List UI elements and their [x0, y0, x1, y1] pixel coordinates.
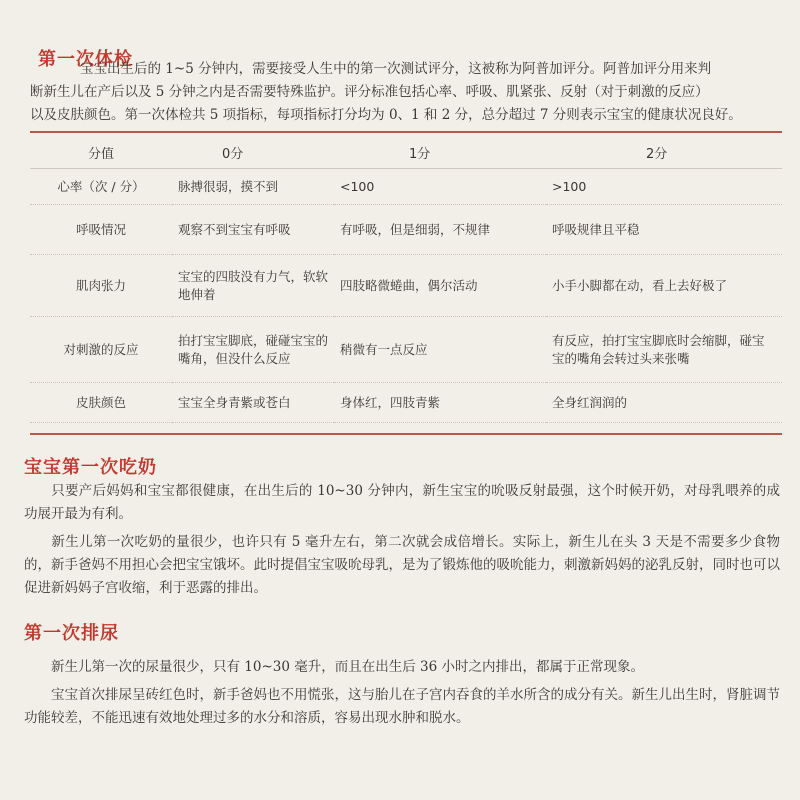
- row-label: 呼吸情况: [30, 205, 172, 255]
- cell-0: 脉搏很弱，摸不到: [172, 169, 334, 205]
- section-title-first-feeding: 宝宝第一次吃奶: [24, 457, 157, 478]
- cell-1: 四肢略微蜷曲，偶尔活动: [334, 255, 546, 317]
- urination-paragraph-1: [24, 656, 780, 679]
- cell-2: 呼吸规律且平稳: [546, 205, 782, 255]
- cell-1: <100: [334, 169, 546, 205]
- table-row: [30, 169, 782, 205]
- checkup-line-3: 以及皮肤颜色。第一次体检共 5 项指标，每项指标打分均为 0、1 和 2 分，总分超过 7 分则表示宝宝的健康状况良好。: [30, 107, 742, 123]
- table-row: [30, 205, 782, 255]
- header-score: 分值: [30, 135, 172, 169]
- header-0: 0分: [172, 135, 334, 169]
- urination-paragraph-2: [24, 684, 780, 730]
- cell-2: 有反应，拍打宝宝脚底时会缩脚，碰宝宝的嘴角会转过头来张嘴: [546, 317, 782, 383]
- feeding-paragraph-1: [24, 480, 780, 526]
- cell-0: 宝宝全身青紫或苍白: [172, 383, 334, 423]
- section-title-first-checkup: 第一次体检: [38, 49, 133, 70]
- row-label: 肌肉张力: [30, 255, 172, 317]
- cell-0: 宝宝的四肢没有力气，软软地伸着: [172, 255, 334, 317]
- table-header-row: [30, 135, 782, 169]
- cell-0: 观察不到宝宝有呼吸: [172, 205, 334, 255]
- row-label: 皮肤颜色: [30, 383, 172, 423]
- cell-2: 小手小脚都在动，看上去好极了: [546, 255, 782, 317]
- urination-text-1: 新生儿第一次的尿量很少，只有 10~30 毫升，而且在出生后 36 小时之内排出，都属于正常现象。: [51, 659, 645, 675]
- row-label: 心率（次 / 分）: [30, 169, 172, 205]
- cell-2: 全身红润润的: [546, 383, 782, 423]
- table-top-rule: [30, 131, 782, 133]
- table-row: [30, 317, 782, 383]
- checkup-line-1: 宝宝出生后的 1~5 分钟内，需要接受人生中的第一次测试评分，这被称为阿普加评分。阿普加评分用来判: [80, 61, 712, 77]
- urination-text-2: 宝宝首次排尿呈砖红色时，新手爸妈也不用慌张，这与胎儿在子宫内吞食的羊水所含的成分有关。新生儿出生时，肾脏调节功能较差，不能迅速有效地处理过多的水分和溶质，容易出现水肿和脱水。: [24, 687, 780, 726]
- cell-1: 稍微有一点反应: [334, 317, 546, 383]
- cell-1: 身体红，四肢青紫: [334, 383, 546, 423]
- table-row: [30, 255, 782, 317]
- table-bottom-rule: [30, 433, 782, 435]
- feeding-paragraph-2: [24, 531, 780, 600]
- cell-0: 拍打宝宝脚底，碰碰宝宝的嘴角，但没什么反应: [172, 317, 334, 383]
- cell-2: >100: [546, 169, 782, 205]
- checkup-line-2: 断新生儿在产后以及 5 分钟之内是否需要特殊监护。评分标准包括心率、呼吸、肌紧张、反射（对于刺激的反应）: [30, 84, 709, 100]
- header-1: 1分: [334, 135, 546, 169]
- header-2: 2分: [546, 135, 782, 169]
- feeding-text-2: 新生儿第一次吃奶的量很少，也许只有 5 毫升左右，第二次就会成倍增长。实际上，新生儿在头 3 天是不需要多少食物的，新手爸妈不用担心会把宝宝饿坏。此时提倡宝宝吸吮母乳，是为了锻炼他的吸吮能力，刺激新妈妈的泌乳反射，同时也可以促进新妈妈子宫收缩，利于恶露的排出。: [24, 534, 780, 596]
- row-label: 对刺激的反应: [30, 317, 172, 383]
- feeding-text-1: 只要产后妈妈和宝宝都很健康，在出生后的 10~30 分钟内，新生宝宝的吮吸反射最强，这个时候开奶，对母乳喂养的成功展开最为有利。: [24, 483, 780, 522]
- section-title-first-urination: 第一次排尿: [24, 623, 119, 644]
- cell-1: 有呼吸，但是细弱，不规律: [334, 205, 546, 255]
- checkup-intro-paragraph: [30, 58, 782, 127]
- table-row: [30, 383, 782, 423]
- apgar-score-table: [30, 135, 782, 423]
